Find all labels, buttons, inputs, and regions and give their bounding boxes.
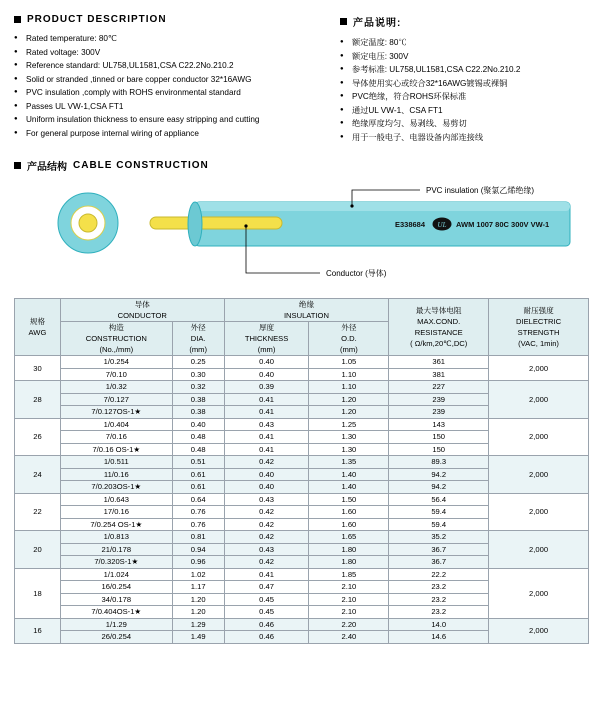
- square-bullet-icon: [14, 162, 21, 169]
- cell-od: 1.20: [309, 406, 389, 419]
- cable-construction-diagram: [0, 176, 603, 286]
- conductor-core: [79, 214, 97, 232]
- table-body: [15, 356, 589, 644]
- cell-od: 1.80: [309, 543, 389, 556]
- header-resistance-en1: MAX.COND.: [417, 317, 461, 326]
- cable-cut-end: [188, 202, 202, 246]
- cell-construction: 26/0.254: [60, 631, 172, 644]
- product-description-heading-cn: [340, 14, 590, 29]
- table-row: [15, 568, 589, 581]
- exposed-conductor: [150, 217, 282, 229]
- cell-construction: 1/0.511: [60, 456, 172, 469]
- cell-dielectric: 2,000: [489, 356, 589, 381]
- cell-construction: 16/0.254: [60, 581, 172, 594]
- cell-construction: 7/0.320S-1★: [60, 556, 172, 569]
- header-thickness-unit: (mm): [257, 345, 276, 354]
- cell-awg: 18: [15, 568, 61, 618]
- product-description-panel-cn: [340, 14, 590, 145]
- header-insulation-en: INSULATION: [283, 311, 329, 320]
- cell-awg: 20: [15, 531, 61, 569]
- cell-thickness: 0.42: [224, 556, 309, 569]
- header-awg-cn: 规格: [29, 317, 46, 326]
- cell-awg: 30: [15, 356, 61, 381]
- cell-awg: 26: [15, 418, 61, 456]
- header-od-en: O.D.: [341, 334, 357, 343]
- cell-construction: 11/0.16: [60, 468, 172, 481]
- cell-construction: 17/0.16: [60, 506, 172, 519]
- header-dia-en: DIA.: [190, 334, 206, 343]
- cell-od: 1.20: [309, 393, 389, 406]
- cell-construction: 7/0.404OS-1★: [60, 606, 172, 619]
- cell-resistance: 14.0: [389, 618, 489, 631]
- header-thickness: [224, 322, 309, 356]
- cell-thickness: 0.39: [224, 381, 309, 394]
- header-construction: [60, 322, 172, 356]
- cell-awg: 22: [15, 493, 61, 531]
- cell-dia: 0.61: [172, 468, 224, 481]
- list-item: ● 绝缘厚度均匀、易剥线、易剪切: [340, 118, 590, 129]
- product-description-list: [14, 33, 294, 139]
- svg-text:UL: UL: [437, 221, 447, 229]
- cell-dia: 0.76: [172, 506, 224, 519]
- cell-construction: 7/0.254 OS-1★: [60, 518, 172, 531]
- cell-dia: 0.25: [172, 356, 224, 369]
- cell-od: 2.10: [309, 581, 389, 594]
- cell-resistance: 361: [389, 356, 489, 369]
- cell-construction: 1/1.29: [60, 618, 172, 631]
- leader-dot: [350, 204, 353, 207]
- cell-od: 1.40: [309, 468, 389, 481]
- table-row: [15, 531, 589, 544]
- cell-od: 1.30: [309, 443, 389, 456]
- conductor-label: Conductor (导体): [326, 269, 387, 278]
- header-awg-en: AWG: [28, 328, 47, 337]
- header-construction-cn: 构造: [108, 323, 124, 332]
- cell-dia: 0.81: [172, 531, 224, 544]
- table-row: [15, 456, 589, 469]
- list-item: ● PVC绝缘，符合ROHS环保标准: [340, 91, 590, 102]
- cell-resistance: 94.2: [389, 481, 489, 494]
- header-insulation-cn: 绝缘: [298, 300, 315, 309]
- cell-resistance: 59.4: [389, 518, 489, 531]
- cell-od: 1.65: [309, 531, 389, 544]
- product-description-title: PRODUCT DESCRIPTION: [27, 14, 167, 25]
- header-resistance-unit: ( Ω/km,20℃,DC): [410, 339, 468, 348]
- header-dia-unit: (mm): [189, 345, 208, 354]
- header-od: [309, 322, 389, 356]
- cell-od: 1.25: [309, 418, 389, 431]
- cable-print-code: E338684: [395, 220, 426, 229]
- cell-awg: 24: [15, 456, 61, 494]
- cell-resistance: 239: [389, 406, 489, 419]
- list-item: ● 额定温度: 80℃: [340, 37, 590, 48]
- product-description-title-cn: 产品说明:: [353, 18, 402, 29]
- cell-od: 1.10: [309, 368, 389, 381]
- list-item: ● 参考标准: UL758,UL1581,CSA C22.2No.210.2: [340, 64, 590, 75]
- cell-construction: 7/0.16 OS-1★: [60, 443, 172, 456]
- cell-resistance: 150: [389, 443, 489, 456]
- list-item: ● 通过UL VW-1、CSA FT1: [340, 105, 590, 116]
- cell-resistance: 94.2: [389, 468, 489, 481]
- cell-construction: 21/0.178: [60, 543, 172, 556]
- header-thickness-cn: 厚度: [258, 323, 275, 332]
- cell-resistance: 14.6: [389, 631, 489, 644]
- cell-od: 2.40: [309, 631, 389, 644]
- cell-dia: 1.20: [172, 593, 224, 606]
- cell-dia: 0.40: [172, 418, 224, 431]
- product-description-heading: [14, 14, 294, 25]
- cell-thickness: 0.42: [224, 506, 309, 519]
- cell-construction: 7/0.16: [60, 431, 172, 444]
- cell-dia: 0.51: [172, 456, 224, 469]
- header-resistance-en2: RESISTANCE: [414, 328, 463, 337]
- table-row: [15, 418, 589, 431]
- list-item: ● 导体使用实心或绞合32*16AWG镀锡或裸铜: [340, 78, 590, 89]
- cable-construction-heading: [14, 158, 209, 173]
- cell-dia: 0.38: [172, 406, 224, 419]
- cell-od: 1.60: [309, 518, 389, 531]
- list-item: ● Rated voltage: 300V: [14, 47, 294, 58]
- cell-dielectric: 2,000: [489, 418, 589, 456]
- header-insulation: [224, 299, 389, 322]
- cell-dielectric: 2,000: [489, 381, 589, 419]
- header-od-unit: (mm): [340, 345, 358, 354]
- product-description-list-cn: [340, 37, 590, 143]
- header-dielectric-en1: DIELECTRIC: [515, 317, 562, 326]
- cell-dia: 1.49: [172, 631, 224, 644]
- cell-od: 1.60: [309, 506, 389, 519]
- cable-highlight: [195, 202, 570, 211]
- cell-od: 2.10: [309, 606, 389, 619]
- table-row: [15, 493, 589, 506]
- cell-od: 1.40: [309, 481, 389, 494]
- cell-construction: 1/0.32: [60, 381, 172, 394]
- cell-construction: 7/0.203OS-1★: [60, 481, 172, 494]
- header-dia-cn: 外径: [190, 323, 206, 332]
- cell-dia: 0.96: [172, 556, 224, 569]
- cell-thickness: 0.42: [224, 518, 309, 531]
- insulation-label: PVC insulation (聚氯乙烯绝缘): [426, 186, 535, 195]
- cell-construction: 1/0.404: [60, 418, 172, 431]
- product-description-panel: [14, 14, 294, 141]
- table-row: [15, 618, 589, 631]
- cell-resistance: 56.4: [389, 493, 489, 506]
- header-construction-unit: (No.,/mm): [99, 345, 134, 354]
- cell-dia: 1.17: [172, 581, 224, 594]
- header-resistance-cn: 最大导体电阻: [415, 306, 462, 315]
- list-item: ● 用于一般电子、电器设备内部连接线: [340, 132, 590, 143]
- header-dielectric-unit: (VAC, 1min): [518, 339, 559, 348]
- table-row: [15, 356, 589, 369]
- cell-dielectric: 2,000: [489, 531, 589, 569]
- list-item: ● For general purpose internal wiring of appliance: [14, 128, 294, 139]
- cell-construction: 7/0.127OS-1★: [60, 406, 172, 419]
- cell-construction: 7/0.127: [60, 393, 172, 406]
- header-dia: [172, 322, 224, 356]
- cell-resistance: 150: [389, 431, 489, 444]
- cell-dielectric: 2,000: [489, 456, 589, 494]
- list-item: ● Reference standard: UL758,UL1581,CSA C22.2No.210.2: [14, 60, 294, 71]
- list-item: ● PVC insulation ,comply with ROHS environmental standard: [14, 87, 294, 98]
- cell-dia: 1.02: [172, 568, 224, 581]
- cell-dia: 0.38: [172, 393, 224, 406]
- header-conductor: [60, 299, 224, 322]
- cell-thickness: 0.41: [224, 431, 309, 444]
- cell-thickness: 0.40: [224, 356, 309, 369]
- header-dielectric-cn: 耐压强度: [523, 306, 554, 315]
- cell-dia: 0.32: [172, 381, 224, 394]
- cell-resistance: 36.7: [389, 556, 489, 569]
- list-item: ● Uniform insulation thickness to ensure easy stripping and cutting: [14, 114, 294, 125]
- cell-thickness: 0.40: [224, 368, 309, 381]
- cell-construction: 1/0.254: [60, 356, 172, 369]
- cell-dia: 0.48: [172, 443, 224, 456]
- cell-dia: 0.48: [172, 431, 224, 444]
- header-resistance: [389, 299, 489, 356]
- cell-thickness: 0.43: [224, 493, 309, 506]
- list-item: ● Passes UL VW-1,CSA FT1: [14, 101, 294, 112]
- cell-dielectric: 2,000: [489, 493, 589, 531]
- cell-resistance: 23.2: [389, 581, 489, 594]
- leader-dot: [244, 224, 247, 227]
- cell-construction: 7/0.10: [60, 368, 172, 381]
- header-conductor-cn: 导体: [134, 300, 150, 309]
- cell-dielectric: 2,000: [489, 618, 589, 643]
- cable-construction-title-cn: 产品结构: [27, 162, 67, 173]
- cell-thickness: 0.41: [224, 568, 309, 581]
- cell-thickness: 0.42: [224, 531, 309, 544]
- cell-resistance: 23.2: [389, 593, 489, 606]
- list-item: ● 额定电压: 300V: [340, 51, 590, 62]
- list-item: ● Solid or stranded ,tinned or bare copper conductor 32*16AWG: [14, 74, 294, 85]
- cell-od: 1.05: [309, 356, 389, 369]
- cell-od: 1.50: [309, 493, 389, 506]
- cell-resistance: 35.2: [389, 531, 489, 544]
- cell-resistance: 143: [389, 418, 489, 431]
- square-bullet-icon: [340, 18, 347, 25]
- cell-thickness: 0.41: [224, 393, 309, 406]
- cable-print-rating: AWM 1007 80C 300V VW-1: [456, 220, 550, 229]
- header-dielectric-en2: STRENGTH: [517, 328, 560, 337]
- cell-od: 1.85: [309, 568, 389, 581]
- cell-dia: 0.61: [172, 481, 224, 494]
- cell-thickness: 0.40: [224, 468, 309, 481]
- cell-construction: 34/0.178: [60, 593, 172, 606]
- header-dielectric: [489, 299, 589, 356]
- cell-dia: 1.29: [172, 618, 224, 631]
- cell-dielectric: 2,000: [489, 568, 589, 618]
- cell-thickness: 0.41: [224, 443, 309, 456]
- cell-resistance: 381: [389, 368, 489, 381]
- header-awg: [15, 299, 61, 356]
- cell-resistance: 22.2: [389, 568, 489, 581]
- cell-resistance: 89.3: [389, 456, 489, 469]
- cell-construction: 1/1.024: [60, 568, 172, 581]
- cell-dia: 0.30: [172, 368, 224, 381]
- cell-od: 1.10: [309, 381, 389, 394]
- header-thickness-en: THICKNESS: [244, 334, 289, 343]
- cell-thickness: 0.41: [224, 406, 309, 419]
- cell-construction: 1/0.643: [60, 493, 172, 506]
- list-item: ● Rated temperature: 80℃: [14, 33, 294, 44]
- cell-thickness: 0.43: [224, 418, 309, 431]
- cell-resistance: 239: [389, 393, 489, 406]
- cell-od: 1.80: [309, 556, 389, 569]
- square-bullet-icon: [14, 16, 21, 23]
- cell-dia: 0.76: [172, 518, 224, 531]
- cell-thickness: 0.46: [224, 631, 309, 644]
- table-row: [15, 381, 589, 394]
- cell-awg: 16: [15, 618, 61, 643]
- cell-thickness: 0.40: [224, 481, 309, 494]
- cell-thickness: 0.45: [224, 606, 309, 619]
- cell-resistance: 227: [389, 381, 489, 394]
- table-header: [15, 299, 589, 356]
- cell-thickness: 0.43: [224, 543, 309, 556]
- specification-table: [14, 298, 589, 644]
- cell-od: 1.30: [309, 431, 389, 444]
- cell-resistance: 59.4: [389, 506, 489, 519]
- header-conductor-en: CONDUCTOR: [117, 311, 167, 320]
- cell-dia: 0.94: [172, 543, 224, 556]
- cell-construction: 1/0.813: [60, 531, 172, 544]
- header-construction-en: CONSTRUCTION: [85, 334, 147, 343]
- cell-od: 2.20: [309, 618, 389, 631]
- cell-resistance: 23.2: [389, 606, 489, 619]
- cable-construction-title-en: CABLE CONSTRUCTION: [73, 160, 209, 171]
- cell-dia: 1.20: [172, 606, 224, 619]
- cell-awg: 28: [15, 381, 61, 419]
- table-header-row-1: [15, 299, 589, 322]
- cell-resistance: 36.7: [389, 543, 489, 556]
- cell-thickness: 0.42: [224, 456, 309, 469]
- ul-mark-icon: [433, 218, 452, 231]
- cell-thickness: 0.47: [224, 581, 309, 594]
- cell-od: 2.10: [309, 593, 389, 606]
- header-od-cn: 外径: [341, 323, 357, 332]
- cell-dia: 0.64: [172, 493, 224, 506]
- cell-thickness: 0.45: [224, 593, 309, 606]
- cell-thickness: 0.46: [224, 618, 309, 631]
- cell-od: 1.35: [309, 456, 389, 469]
